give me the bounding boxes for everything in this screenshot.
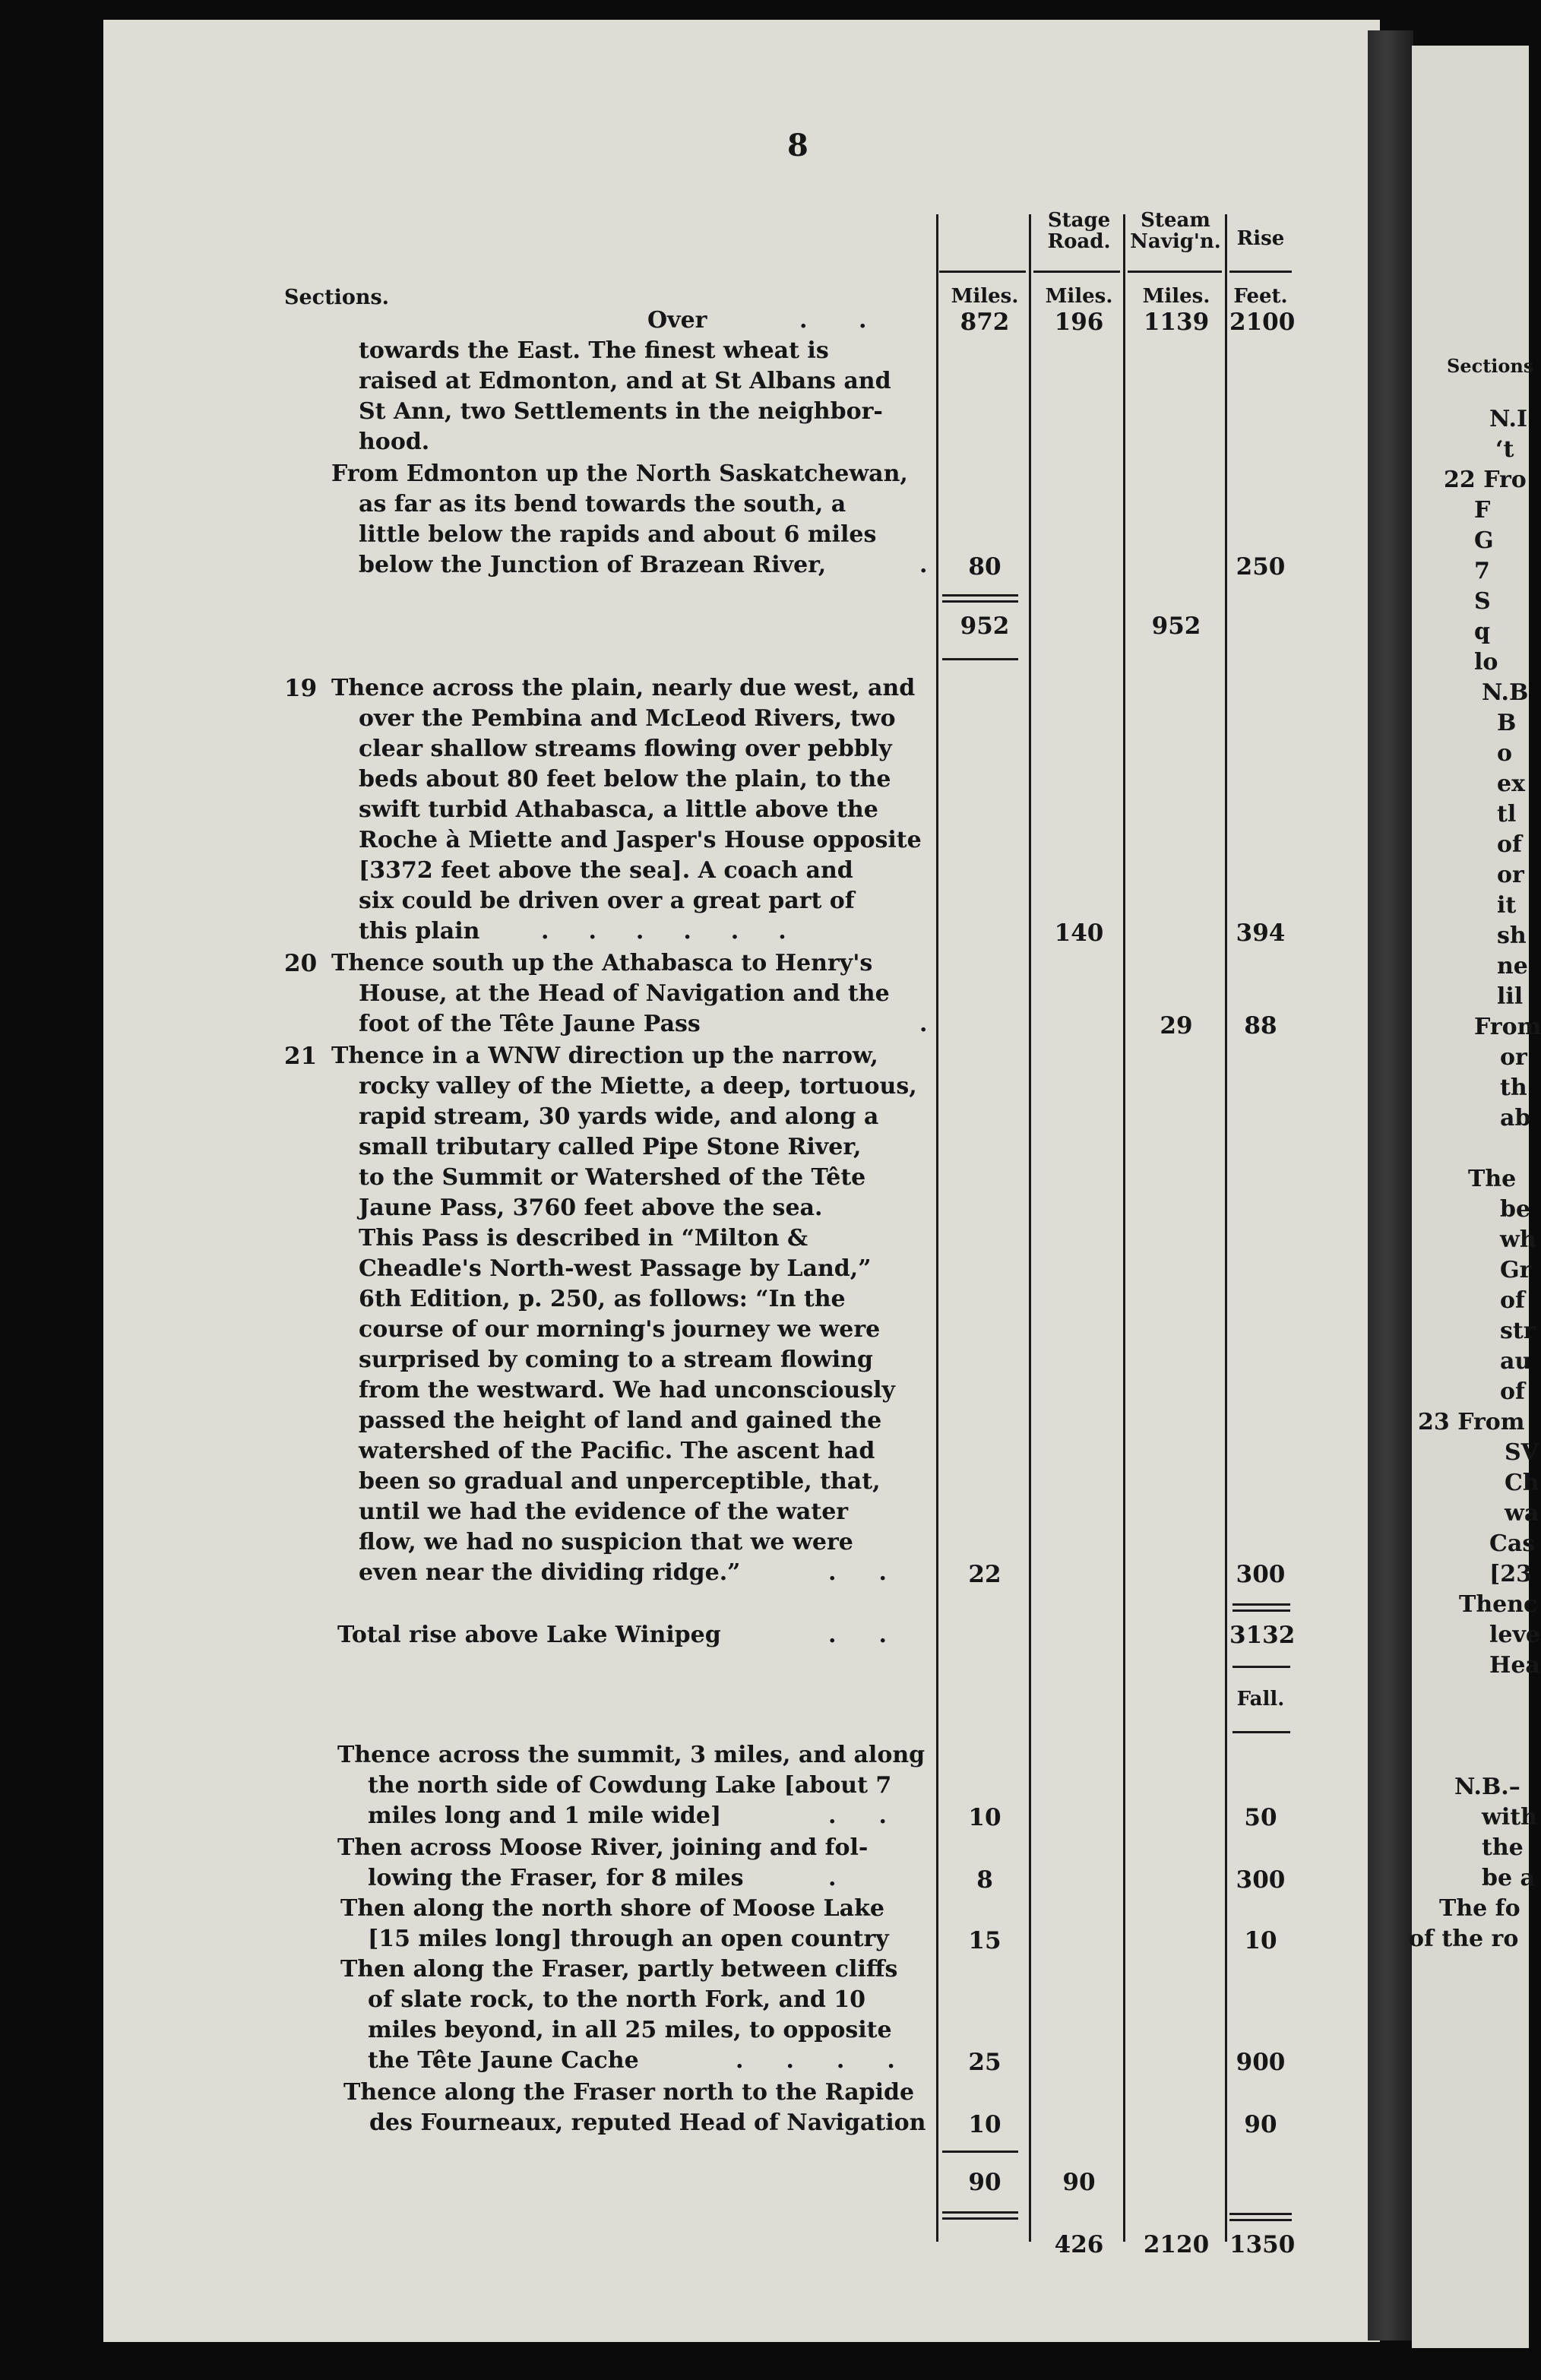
body-text-line: towards the East. The finest wheat is bbox=[359, 337, 829, 364]
fraser-fall: 900 bbox=[1236, 2049, 1286, 2076]
facing-page-text: From bbox=[1474, 1014, 1541, 1040]
facing-page-text: au bbox=[1500, 1348, 1532, 1375]
entry-line: 6th Edition, p. 250, as follows: “In the bbox=[359, 1286, 846, 1312]
entry-line: from the westward. We had unconsciously bbox=[359, 1377, 895, 1404]
facing-page-text: o bbox=[1497, 740, 1513, 767]
facing-page-text: 22 Fro bbox=[1444, 467, 1527, 493]
sum-rule bbox=[1232, 1603, 1290, 1606]
leader-dots: . bbox=[919, 1011, 928, 1037]
facing-page-text: be a bbox=[1482, 1865, 1535, 1891]
facing-page-text: S bbox=[1474, 588, 1491, 615]
facing-page-text: lo bbox=[1474, 649, 1498, 676]
book-spine bbox=[1368, 30, 1413, 2340]
entry-line: as far as its bend towards the south, a bbox=[359, 491, 846, 517]
total-stage-road: 426 bbox=[1054, 2231, 1104, 2258]
facing-page-text: The fo bbox=[1439, 1895, 1520, 1922]
sum-rule bbox=[1232, 1609, 1290, 1612]
entry-19-rise: 394 bbox=[1236, 919, 1286, 947]
facing-page-text: ab bbox=[1500, 1105, 1531, 1131]
facing-page-text: The bbox=[1468, 1166, 1517, 1192]
moose-lake-miles: 15 bbox=[968, 1927, 1001, 1954]
entry-20-rise: 88 bbox=[1244, 1012, 1277, 1040]
total-rise-label: Total rise above Lake Winipeg bbox=[337, 1622, 721, 1648]
entry-line: Then across Moose River, joining and fol- bbox=[337, 1834, 869, 1861]
cowdung-miles: 10 bbox=[968, 1804, 1001, 1831]
entry-line: lowing the Fraser, for 8 miles bbox=[368, 1865, 744, 1891]
entry-line: over the Pembina and McLeod Rivers, two bbox=[359, 705, 896, 732]
sum-rule bbox=[1232, 1666, 1290, 1668]
sum-rule bbox=[942, 658, 1018, 660]
entry-line: little below the rapids and about 6 miles bbox=[359, 521, 877, 548]
unit-rule-4 bbox=[1229, 271, 1292, 273]
facing-page-text: SV bbox=[1505, 1439, 1539, 1466]
miles-unit: Miles. bbox=[951, 285, 1019, 308]
stage-road-unit: Miles. bbox=[1045, 285, 1113, 308]
facing-page-text: Thenc bbox=[1459, 1591, 1538, 1618]
entry-line: the Tête Jaune Cache bbox=[368, 2047, 639, 2074]
facing-page-text: Cas bbox=[1489, 1530, 1536, 1557]
entry-line: Then along the north shore of Moose Lake bbox=[340, 1895, 884, 1922]
facing-page-text: B bbox=[1497, 710, 1517, 736]
over-miles: 872 bbox=[960, 309, 1010, 336]
facing-page-text: N.B bbox=[1482, 679, 1529, 706]
facing-page-text: N.I bbox=[1489, 406, 1527, 432]
entry-line: small tributary called Pipe Stone River, bbox=[359, 1134, 862, 1160]
sum-rule bbox=[942, 594, 1018, 597]
moose-lake-fall: 10 bbox=[1244, 1927, 1277, 1954]
facing-page-text: ex bbox=[1497, 771, 1525, 797]
subtotal-steam-navig: 952 bbox=[1151, 612, 1201, 640]
facing-page-text: str bbox=[1500, 1318, 1536, 1344]
facing-page-text: of bbox=[1500, 1287, 1525, 1314]
facing-page-text: G bbox=[1474, 527, 1494, 554]
entry-line: the north side of Cowdung Lake [about 7 bbox=[368, 1772, 892, 1799]
entry-line: to the Summit or Watershed of the Tête bbox=[359, 1164, 866, 1191]
north-sask-rise: 250 bbox=[1236, 553, 1286, 581]
facing-page-text: ne bbox=[1497, 953, 1528, 980]
entry-line: flow, we had no suspicion that we were bbox=[359, 1529, 853, 1556]
facing-page-text: N.B.– bbox=[1454, 1774, 1520, 1800]
entry-20-steam-navig: 29 bbox=[1160, 1012, 1193, 1040]
unit-rule-1 bbox=[939, 271, 1026, 273]
facing-page-text: it bbox=[1497, 892, 1517, 919]
sum-rule bbox=[1232, 1731, 1290, 1733]
entry-line: until we had the evidence of the water bbox=[359, 1499, 849, 1525]
moose-river-fall: 300 bbox=[1236, 1866, 1286, 1894]
leader-dots: . bbox=[919, 552, 928, 578]
column-rule-2 bbox=[1029, 214, 1031, 2242]
column-rule-1 bbox=[936, 214, 938, 2242]
rapide-miles: 10 bbox=[968, 2111, 1001, 2138]
sum-rule bbox=[942, 600, 1018, 603]
facing-page-text: of bbox=[1497, 831, 1522, 858]
sum-rule bbox=[1229, 2213, 1292, 2215]
entry-line: Cheadle's North-west Passage by Land,” bbox=[359, 1255, 872, 1282]
facing-page-text: sh bbox=[1497, 923, 1527, 949]
unit-rule-2 bbox=[1033, 271, 1120, 273]
entry-19-stage-road: 140 bbox=[1054, 919, 1104, 947]
subtotal-miles: 952 bbox=[960, 612, 1010, 640]
leader-dots: . bbox=[799, 307, 808, 334]
rise-header: Rise bbox=[1236, 227, 1285, 250]
entry-line: below the Junction of Brazean River, bbox=[359, 552, 827, 578]
entry-line: watershed of the Pacific. The ascent had bbox=[359, 1438, 875, 1464]
over-label: Over bbox=[647, 307, 707, 334]
rise-unit: Feet. bbox=[1233, 285, 1288, 308]
steam-navig-header: Steam Navig'n. bbox=[1130, 209, 1221, 253]
facing-page-text: q bbox=[1474, 619, 1490, 645]
facing-page-text: Gr bbox=[1500, 1257, 1532, 1283]
entry-line: foot of the Tête Jaune Pass bbox=[359, 1011, 701, 1037]
entry-21-rise: 300 bbox=[1236, 1561, 1286, 1588]
entry-line: Jaune Pass, 3760 feet above the sea. bbox=[359, 1195, 823, 1221]
column-rule-4 bbox=[1225, 214, 1227, 2242]
entry-line: course of our morning's journey we were bbox=[359, 1316, 881, 1343]
facing-page-text: Ch bbox=[1505, 1470, 1539, 1496]
facing-page-text: Hea bbox=[1489, 1652, 1540, 1679]
facing-page-text: lil bbox=[1497, 983, 1524, 1010]
entry-line: surprised by coming to a stream flowing bbox=[359, 1347, 873, 1373]
section-number: 21 bbox=[284, 1043, 318, 1070]
facing-page-text: tl bbox=[1497, 801, 1517, 828]
leader-dots: ...... bbox=[541, 918, 826, 945]
over-stage-road: 196 bbox=[1054, 309, 1104, 336]
entry-line: des Fourneaux, reputed Head of Navigation bbox=[369, 2109, 926, 2136]
body-text-line: hood. bbox=[359, 429, 430, 455]
entry-line: even near the dividing ridge.” bbox=[359, 1559, 741, 1586]
column-rule-3 bbox=[1123, 214, 1125, 2242]
entry-line: been so gradual and unperceptible, that, bbox=[359, 1468, 881, 1495]
leader-dots: . bbox=[859, 307, 867, 334]
entry-line: miles beyond, in all 25 miles, to opposite bbox=[368, 2017, 892, 2043]
total-steam-navig: 2120 bbox=[1143, 2231, 1210, 2258]
subtotal-90-miles: 90 bbox=[968, 2169, 1001, 2196]
entry-line: Thence in a WNW direction up the narrow, bbox=[331, 1043, 878, 1069]
facing-page-text: of bbox=[1500, 1378, 1525, 1405]
sum-rule bbox=[942, 2151, 1018, 2153]
facing-page-text: Sections bbox=[1447, 355, 1534, 377]
entry-line: rapid stream, 30 yards wide, and along a bbox=[359, 1103, 879, 1130]
moose-river-miles: 8 bbox=[976, 1866, 993, 1894]
rapide-fall: 90 bbox=[1244, 2111, 1277, 2138]
entry-line: Roche à Miette and Jasper's House opposite bbox=[359, 827, 922, 853]
entry-line: Thence south up the Athabasca to Henry's bbox=[331, 950, 873, 976]
entry-line: Then along the Fraser, partly between cliffs bbox=[340, 1956, 898, 1983]
facing-page-text: or bbox=[1500, 1044, 1527, 1071]
entry-line: House, at the Head of Navigation and the bbox=[359, 980, 890, 1007]
entry-line: [15 miles long] through an open country bbox=[368, 1926, 889, 1952]
over-steam-navig: 1139 bbox=[1143, 309, 1210, 336]
facing-page-text: 7 bbox=[1474, 558, 1490, 584]
sections-label: Sections. bbox=[284, 286, 390, 309]
entry-line: Thence along the Fraser north to the Rapide bbox=[343, 2079, 915, 2106]
facing-page-text: with bbox=[1482, 1804, 1537, 1831]
leader-dots: .... bbox=[736, 2047, 938, 2074]
entry-line: This Pass is described in “Milton & bbox=[359, 1225, 808, 1252]
facing-page-text: wh bbox=[1500, 1226, 1536, 1253]
entry-line: From Edmonton up the North Saskatchewan, bbox=[331, 460, 908, 487]
total-fall: 1350 bbox=[1229, 2231, 1296, 2258]
cowdung-fall: 50 bbox=[1244, 1804, 1277, 1831]
entry-line: passed the height of land and gained the bbox=[359, 1407, 882, 1434]
unit-rule-3 bbox=[1128, 271, 1222, 273]
over-rise: 2100 bbox=[1229, 309, 1296, 336]
section-number: 19 bbox=[284, 675, 318, 702]
fall-label: Fall. bbox=[1236, 1688, 1285, 1711]
leader-dots: . bbox=[828, 1865, 837, 1891]
steam-navig-unit: Miles. bbox=[1142, 285, 1210, 308]
facing-page-text: F bbox=[1474, 497, 1491, 524]
entry-line: six could be driven over a great part of bbox=[359, 888, 855, 914]
entry-line: [3372 feet above the sea]. A coach and bbox=[359, 857, 853, 884]
sum-rule bbox=[1229, 2219, 1292, 2221]
entry-line: this plain bbox=[359, 918, 480, 945]
facing-page-text: or bbox=[1497, 862, 1524, 888]
facing-page-text: of the ro bbox=[1409, 1926, 1519, 1952]
section-number: 20 bbox=[284, 950, 318, 977]
facing-page-text: the bbox=[1482, 1834, 1524, 1861]
facing-page-text: [23 bbox=[1489, 1561, 1532, 1587]
north-sask-miles: 80 bbox=[968, 553, 1001, 581]
entry-line: clear shallow streams flowing over pebbly bbox=[359, 736, 892, 762]
facing-page-text: ‘t bbox=[1495, 436, 1514, 463]
facing-page-text: th bbox=[1500, 1074, 1527, 1101]
entry-line: of slate rock, to the north Fork, and 10 bbox=[368, 1986, 866, 2013]
facing-page-text: be bbox=[1500, 1196, 1531, 1223]
stage-road-header: Stage Road. bbox=[1047, 209, 1111, 253]
entry-line: Thence across the summit, 3 miles, and along bbox=[337, 1742, 926, 1768]
leader-dots: .. bbox=[828, 1559, 929, 1586]
facing-page-text: leve bbox=[1489, 1622, 1541, 1648]
sum-rule bbox=[942, 2217, 1018, 2220]
entry-line: miles long and 1 mile wide] bbox=[368, 1802, 722, 1829]
body-text-line: St Ann, two Settlements in the neighbor- bbox=[359, 398, 883, 425]
leader-dots: .. bbox=[828, 1622, 929, 1648]
entry-21-miles: 22 bbox=[968, 1561, 1001, 1588]
facing-page-text: wa bbox=[1505, 1500, 1539, 1527]
leader-dots: .. bbox=[828, 1802, 929, 1829]
facing-page-text: 23 From bbox=[1418, 1409, 1525, 1435]
sum-rule bbox=[942, 2211, 1018, 2214]
entry-line: beds about 80 feet below the plain, to the bbox=[359, 766, 891, 793]
body-text-line: raised at Edmonton, and at St Albans and bbox=[359, 368, 891, 394]
total-rise-value: 3132 bbox=[1229, 1622, 1296, 1649]
entry-line: swift turbid Athabasca, a little above the bbox=[359, 796, 878, 823]
subtotal-90-stage-road: 90 bbox=[1062, 2169, 1096, 2196]
entry-line: rocky valley of the Miette, a deep, tortuous, bbox=[359, 1073, 917, 1100]
fraser-miles: 25 bbox=[968, 2049, 1001, 2076]
page-number: 8 bbox=[787, 128, 808, 163]
entry-line: Thence across the plain, nearly due west, and bbox=[331, 675, 916, 701]
